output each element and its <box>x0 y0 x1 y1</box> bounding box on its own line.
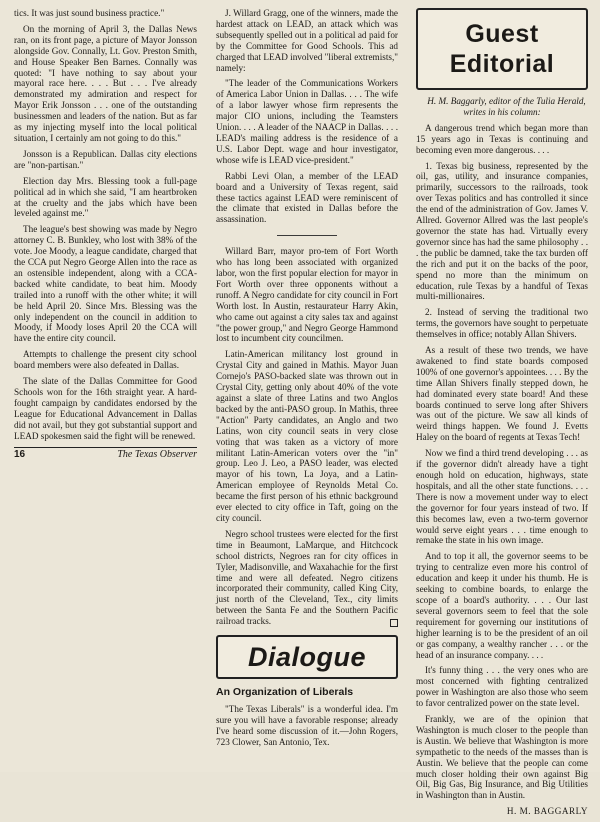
magazine-name: The Texas Observer <box>117 448 197 460</box>
paragraph: On the morning of April 3, the Dallas News ran, on its front page, a picture of Mayor Jonsson alongside Gov. Connally, Lt. Gov. Preston Smith, and House Speaker Ben Barnes. Connally was quoted: "I have nothing to say about your mayoral race here. . . . But . . . I've already demonstrated my admiration and respect for Mayor Erik Jonsson . . . one of the outstanding businessmen and leaders of the nation. But as far as my injecting myself into the local political situation, I certainly am not going to do this." <box>14 23 197 143</box>
paragraph: As a result of these two trends, we have awakened to find state boards composed 100% of one governor's appointees. . . . By the time Allan Shivers finally stepped down, he had dominated every state board! And these boards continued to serve long after Shivers was out of the picture. We saw all kinds of weird things happen. We found J. Evetts Haley on the board of regents at Texas Tech! <box>416 345 588 443</box>
paragraph: Rabbi Levi Olan, a member of the LEAD board and a University of Texas regent, said these tactics against LEAD were reminiscent of the climate that existed in Dallas before the assassination. <box>216 170 398 225</box>
paragraph: A dangerous trend which began more than 15 years ago in Texas is continuing and becoming even more dangerous. . . . <box>416 122 588 155</box>
page-footer <box>14 447 197 461</box>
paragraph: Latin-American militancy lost ground in Crystal City and gained in Mathis. Mayor Juan Cornejo's PASO-backed slate was thrown out in Crystal City, getting only about 40% of the vote against a slate of three Latins and two Anglos backed by the anti-PASO group. In Mathis, three "Action" Party candidates, an Anglo and two Latins, won city council seats in very close voting that was taken as a victory of more militant Latin-American voters over the "in" group. Leo J. Leo, a PASO leader, was elected mayor of his town, La Joya, and a Latin-American employee of Reynolds Metal Co. became the first person of his ethnic background ever elected to city office in Taft, going on the city council. <box>216 349 398 523</box>
dialogue-subhead: An Organization of Liberals <box>216 686 354 699</box>
page-number: 16 <box>14 448 26 460</box>
column-left <box>14 8 197 460</box>
byline: H. M. Baggarly, editor of the Tulia Herald, writes in his column: <box>427 96 586 117</box>
dialogue-title: Dialogue <box>247 641 366 672</box>
paragraph: It's funny thing . . . the very ones who are most concerned with fighting centralized power in Washington are also those who seem to favor centralized power on the state level. <box>416 665 588 709</box>
letter-text: "The Texas Liberals" is a wonderful idea. I'm sure you will have a favorable response; already I've heard some discussion of it.—John Rogers, 723 Clower, San Antonio, Tex. <box>216 703 398 747</box>
paragraph: The league's best showing was made by Negro attorney C. B. Bunkley, who lost with 38% of the vote. Joe Moody, a league candidate, charged that the CCA put Negro George Allen into the race as an ostensible independent, along with a CCA-backed white candidate, to beat him. Moody trailed into a runoff with the other white; it will be held April 20. Since Mrs. Blessing was the only independent on the council in addition to Moody, if Moody loses April 20 the CCA will have the entire city council. <box>14 224 197 344</box>
paragraph: Willard Barr, mayor pro-tem of Fort Worth who has long been associated with organized labor, won the first popular election for mayor in Fort Worth over three opponents without a runoff. A Negro candidate for city council in Fort Worth lost. In Austin, restaurateur Harry Akin, who came out against a city sales tax and against "the power group," and Negro George Hammond lost to incumbent city councilmen. <box>216 246 398 344</box>
paragraph: Jonsson is a Republican. Dallas city elections are "non-partisan." <box>14 148 197 170</box>
paragraph: 2. Instead of serving the traditional two terms, the governors have sought to perpetuate themselves in office; notably Allan Shivers. <box>416 307 588 340</box>
end-mark-icon <box>390 619 398 627</box>
signature: H. M. BAGGARLY <box>506 806 588 817</box>
column-middle <box>216 8 398 753</box>
paragraph: Now we find a third trend developing . . . as if the governor didn't already have a tight enough hold on education, highways, state hospitals, and all the other state functions. . . . There is now a movement under way to elect the governor for four years instead of two. If this becomes law, even a two-term governor would serve eight years . . . time enough to remake the state in his own image. <box>416 448 588 546</box>
paragraph <box>216 529 398 627</box>
paragraph: Election day Mrs. Blessing took a full-page political ad in which she said, "I am heartbroken at the cruelty and the jabs which have been leveled against me." <box>14 175 197 219</box>
paragraph: tics. It was just sound business practice." <box>14 8 165 18</box>
paragraph: J. Willard Gragg, one of the winners, made the hardest attack on LEAD, an attack which was subsequently spelled out in a political ad paid for by the Committee for Good Schools. This ad charged that LEAD involved "liberal extremists," namely: <box>216 8 398 73</box>
paragraph: Attempts to challenge the present city school board members were also defeated in Dallas. <box>14 349 197 371</box>
dialogue-header <box>216 635 398 679</box>
paragraph: The slate of the Dallas Committee for Good Schools won for the 16th straight year. A hard-fought campaign by candidates endorsed by the League for Educational Advancement in Dallas did not avail, but they got substantial support and LEAD spokesmen said the fight will be renewed. <box>14 376 197 441</box>
paragraph: 1. Texas big business, represented by the oil, gas, utility, and insurance companies, primarily, successors to the railroads, took over Texas politics and has controlled it since the end of the administration of Gov. James V. Allred. Governor Allred was the last people's governor the state has had. Virtually every governor since has had the same philosophy . . . the public be damned, take the tax burden off the rich and put it on the backs of the poor, spend no more than the minimum on education, rule Texas by a handful of Texas multi-millionaires. <box>416 160 588 302</box>
guest-title-line1: Guest <box>465 20 539 48</box>
guest-editorial-header <box>416 8 588 90</box>
paragraph: "The leader of the Communications Workers of America Labor Union in Dallas. . . . The wife of a labor lawyer whose firm represents the major CIO unions, including the Teamsters Union. . . . A leader of the NAACP in Dallas. . . . LEAD's mailing address is the residence of a U.S. Labor Dept. wage and hour investigator, whose wife is LEAD vice-president." <box>216 78 398 165</box>
column-right <box>416 8 588 822</box>
paragraph-text: Negro school trustees were elected for the first time in Beaumont, LaMarque, and Hitchcock school districts, Negroes ran for city offices in Tyler, Madisonville, and Waxahachie for the first time and were all defeated. Negro citizens incorporated their community, called King City, just north of the Cleveland, Tex., city limits between the Santa Fe and the Southern Pacific railroad tracks. <box>216 528 398 627</box>
paragraph: And to top it all, the governor seems to be trying to centralize even more his control of education and keep it under his thumb. He is seeking to combine boards, to enlarge the scope of a board's authority. . . . Our last several governors seem to feel that the sole requirement for governing our institutions of higher learning is to be the president of an oil or gas company, a wealthy rancher . . . or the head of an insurance company. . . . <box>416 551 588 660</box>
section-divider <box>277 235 337 236</box>
paragraph: Frankly, we are of the opinion that Washington is much closer to the people than is Austin. We believe that Washington is more sympathetic to the needs of the masses than is Austin. We believe that the people can come much closer holding their own against Big Oil, Big Gas, Big Insurance, and Big Utilities in Washington than in Austin. <box>416 714 588 801</box>
guest-title-line2: Editorial <box>449 50 555 78</box>
